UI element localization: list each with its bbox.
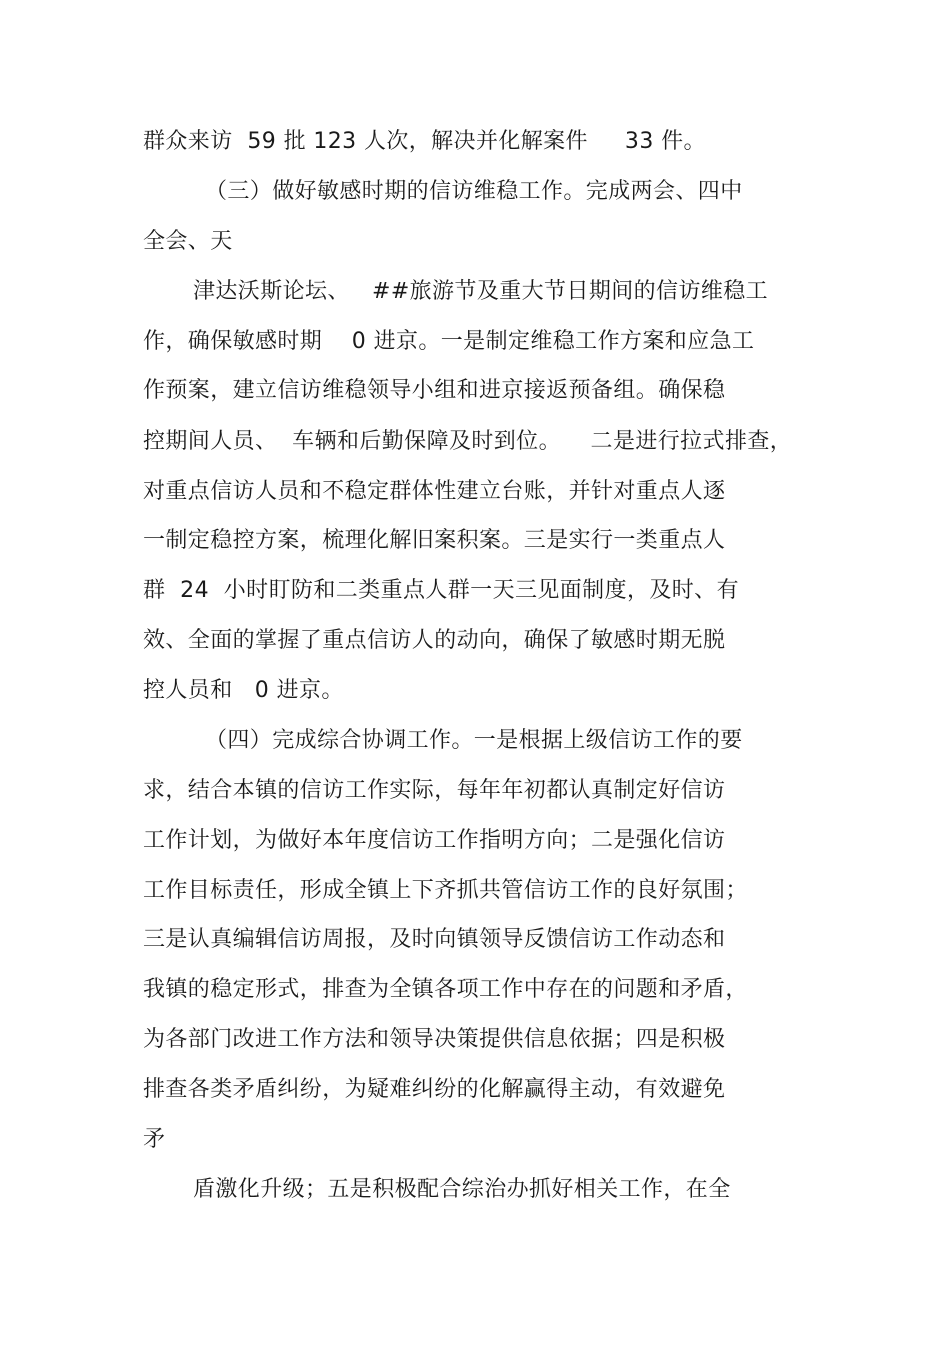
text-line-15: 工作计划，为做好本年度信访工作指明方向；二是强化信访 <box>143 828 726 853</box>
text-line-8: 对重点信访人员和不稳定群体性建立台账，并针对重点人逐 <box>143 479 726 504</box>
text-line-1: 群众来访 59 批 123 人次，解决并化解案件 33 件。 <box>143 129 706 154</box>
text-line-21: 矛 <box>143 1127 166 1152</box>
text-line-19: 为各部门改进工作方法和领导决策提供信息依据；四是积极 <box>143 1027 726 1052</box>
text-line-2: （三）做好敏感时期的信访维稳工作。完成两会、四中 <box>205 179 743 204</box>
text-line-20: 排查各类矛盾纠纷，为疑难纠纷的化解赢得主动，有效避免 <box>143 1077 726 1102</box>
text-line-3: 全会、天 <box>143 229 233 254</box>
text-line-22: 盾激化升级；五是积极配合综治办抓好相关工作，在全 <box>193 1177 731 1202</box>
text-line-11: 效、全面的掌握了重点信访人的动向，确保了敏感时期无脱 <box>143 628 726 653</box>
text-line-7: 控期间人员、 车辆和后勤保障及时到位。 二是进行拉式排查， <box>143 429 793 454</box>
text-line-5: 作，确保敏感时期 0 进京。一是制定维稳工作方案和应急工 <box>143 329 755 354</box>
text-line-13: （四）完成综合协调工作。一是根据上级信访工作的要 <box>205 728 743 753</box>
text-line-17: 三是认真编辑信访周报，及时向镇领导反馈信访工作动态和 <box>143 927 726 952</box>
text-line-12: 控人员和 0 进京。 <box>143 678 344 703</box>
text-line-18: 我镇的稳定形式，排查为全镇各项工作中存在的问题和矛盾， <box>143 977 748 1002</box>
text-line-14: 求，结合本镇的信访工作实际，每年年初都认真制定好信访 <box>143 778 726 803</box>
text-line-9: 一制定稳控方案，梳理化解旧案积案。三是实行一类重点人 <box>143 528 726 553</box>
text-line-16: 工作目标责任，形成全镇上下齐抓共管信访工作的良好氛围； <box>143 878 748 903</box>
text-line-6: 作预案，建立信访维稳领导小组和进京接返预备组。确保稳 <box>143 378 726 403</box>
text-line-4: 津达沃斯论坛、 ##旅游节及重大节日期间的信访维稳工 <box>193 279 769 304</box>
text-line-10: 群 24 小时盯防和二类重点人群一天三见面制度，及时、有 <box>143 578 739 603</box>
